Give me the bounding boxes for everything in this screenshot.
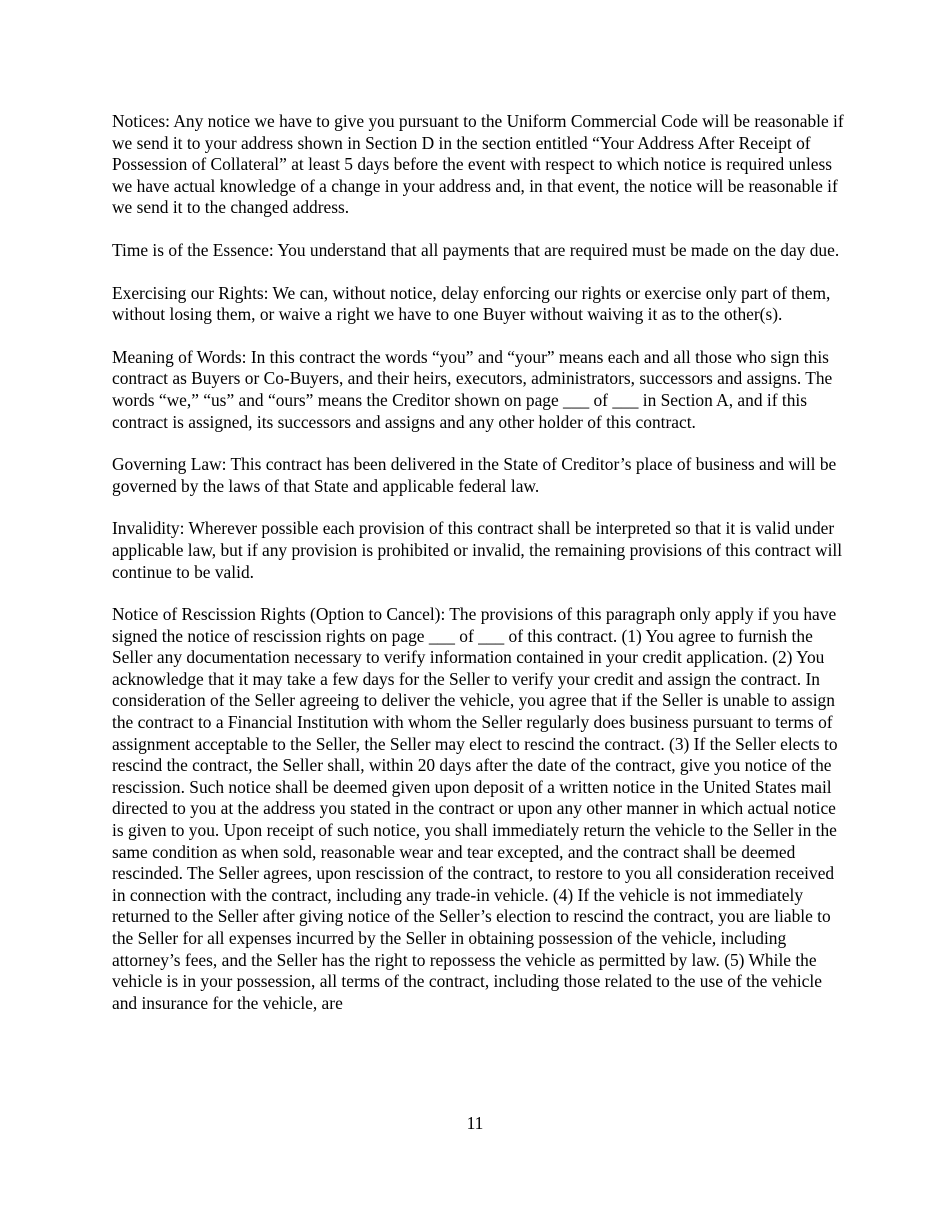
paragraph-meaning-of-words: Meaning of Words: In this contract the words “you” and “your” means each and all those who sign this contract as Buyers or Co-Buyers, and their heirs, executors, administrators, successors and assigns. The words “we,” “us” and “ours” means the Creditor shown on page ___ of ___ in Section A, and if this contract is assigned, its successors and assigns and any other holder of this contract. [112, 346, 833, 432]
paragraph-exercising-rights: Exercising our Rights: We can, without notice, delay enforcing our rights or exercise only part of them, without losing them, or waive a right we have to one Buyer without waiving it as to the other(s). [112, 282, 831, 325]
paragraph-rescission-rights: Notice of Rescission Rights (Option to Cancel): The provisions of this paragraph only apply if you have signed the notice of rescission rights on page ___ of ___ of this contract. (1) You agree to furnish the Seller any documentation necessary to verify information contained in your credit application. (2) You acknowledge that it may take a few days for the Seller to verify your credit and assign the contract. In consideration of the Seller agreeing to deliver the vehicle, you agree that if the Seller is unable to assign the contract to a Financial Institution with whom the Seller regularly does business pursuant to terms of assignment acceptable to the Seller, the Seller may elect to rescind the contract. (3) If the Seller elects to rescind the contract, the Seller shall, within 20 days after the date of the contract, give you notice of the rescission. Such notice shall be deemed given upon deposit of a written notice in the United States mail directed to you at the address you stated in the contract or upon any other manner in which actual notice is given to you. Upon receipt of such notice, you shall immediately return the vehicle to the Seller in the same condition as when sold, reasonable wear and tear excepted, and the contract shall be deemed rescinded. The Seller agrees, upon rescission of the contract, to restore to you all consideration received in connection with the contract, including any trade-in vehicle. (4) If the vehicle is not immediately returned to the Seller after giving notice of the Seller’s election to rescind the contract, you are liable to the Seller for all expenses incurred by the Seller in obtaining possession of the vehicle, including attorney’s fees, and the Seller has the right to repossess the vehicle as permitted by law. (5) While the vehicle is in your possession, all terms of the contract, including those related to the use of the vehicle and insurance for the vehicle, are [112, 604, 838, 1013]
paragraph-notices: Notices: Any notice we have to give you pursuant to the Uniform Commercial Code will be reasonable if we send it to your address shown in Section D in the section entitled “Your Address After Receipt of Possession of Collateral” at least 5 days before the event with respect to which notice is required unless we have actual knowledge of a change in your address and, in that event, the notice will be reasonable if we send it to the changed address. [112, 111, 844, 218]
paragraph-time-of-essence: Time is of the Essence: You understand that all payments that are required must be made on the day due. [112, 239, 840, 260]
document-body [112, 111, 844, 1035]
paragraph-governing-law: Governing Law: This contract has been delivered in the State of Creditor’s place of business and will be governed by the laws of that State and applicable federal law. [112, 454, 837, 496]
paragraph-invalidity: Invalidity: Wherever possible each provision of this contract shall be interpreted so that it is valid under applicable law, but if any provision is prohibited or invalid, the remaining provisions of this contract will continue to be valid. [112, 518, 843, 582]
page-number: 11 [466, 1113, 484, 1133]
